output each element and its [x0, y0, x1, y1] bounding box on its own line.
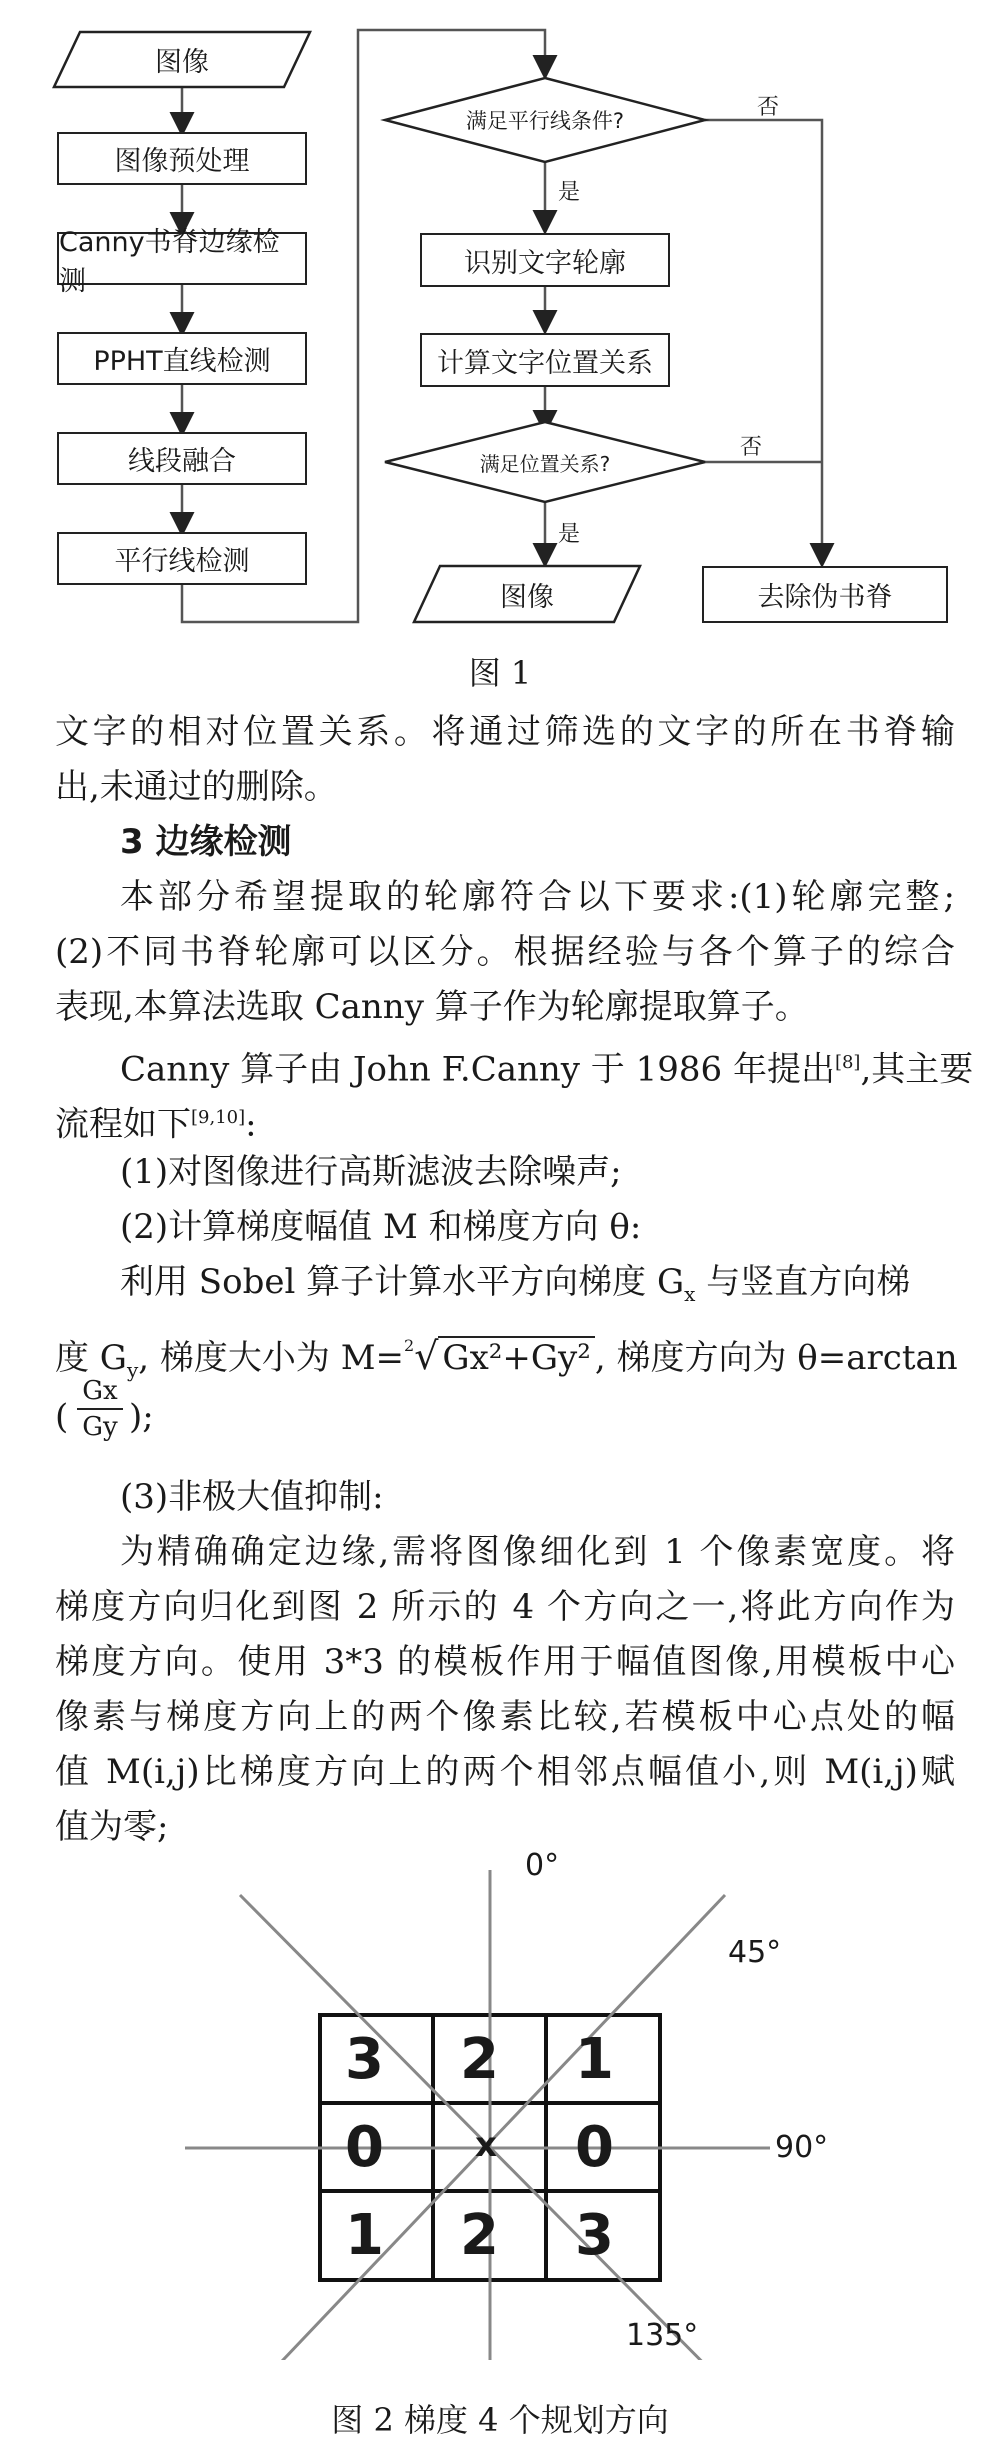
flow-label-no-1: 否: [757, 95, 780, 120]
text-line: 梯度方向归化到图 2 所示的 4 个方向之一,将此方向作为: [55, 1587, 955, 1627]
flow-ppht-line: PPHT直线检测: [57, 332, 307, 385]
flow-text-position: 计算文字位置关系: [420, 333, 670, 387]
text-line: 文字的相对位置关系。将通过筛选的文字的所在书脊输: [55, 712, 955, 752]
citation: [9,10]: [191, 1107, 246, 1128]
text-line: 值为零;: [55, 1807, 169, 1847]
angle-label-45: 45°: [728, 1935, 782, 1970]
grid-cell: 0: [575, 2115, 614, 2180]
text-span: :: [245, 1104, 257, 1145]
text-line: 本部分希望提取的轮廓符合以下要求:(1)轮廓完整;: [120, 877, 955, 917]
grid-cell-center: x: [475, 2125, 497, 2165]
text-span: , 梯度方向为 θ=arctan: [594, 1338, 958, 1378]
text-span: 度 G: [55, 1338, 127, 1378]
grid-cell: 1: [345, 2203, 384, 2268]
fraction-denominator: Gy: [82, 1412, 118, 1442]
text-line: 出,未通过的删除。: [55, 767, 338, 807]
radicand: Gx²+Gy²: [438, 1336, 594, 1378]
subscript: x: [684, 1281, 696, 1306]
flow-preprocess: 图像预处理: [57, 132, 307, 185]
gradient-direction-diagram: [0, 1800, 1000, 2360]
text-line: (2)计算梯度幅值 M 和梯度方向 θ:: [120, 1207, 642, 1247]
figure2-caption: 图 2 梯度 4 个规划方向: [331, 2401, 669, 2439]
text-line: (1)对图像进行高斯滤波去除噪声;: [120, 1152, 622, 1192]
flow-label-no-2: 否: [740, 435, 763, 460]
flow-output-image: 图像: [500, 581, 554, 613]
text-line: [55, 1090, 955, 1152]
flow-label-yes-1: 是: [558, 180, 581, 205]
flow-remove-fake-spine: 去除伪书脊: [702, 566, 948, 623]
root-index: 2: [404, 1336, 415, 1355]
paren: (: [55, 1397, 69, 1437]
flow-text-contour: 识别文字轮廓: [420, 233, 670, 287]
text-span: );: [129, 1397, 154, 1437]
grid-cell: 1: [575, 2027, 614, 2092]
citation: [8]: [834, 1052, 861, 1073]
text-span: 与竖直方向梯: [695, 1262, 911, 1302]
grid-cell: 0: [345, 2115, 384, 2180]
text-span: ,其主要: [860, 1049, 974, 1090]
angle-label-135: 135°: [626, 2318, 699, 2353]
flow-label-yes-2: 是: [558, 522, 581, 547]
text-line: 为精确确定边缘,需将图像细化到 1 个像素宽度。将: [120, 1532, 955, 1572]
text-span: Canny 算子由 John F.Canny 于 1986 年提出: [120, 1049, 835, 1090]
text-line: 值 M(i,j)比梯度方向上的两个相邻点幅值小,则 M(i,j)赋: [55, 1752, 955, 1792]
flow-canny-edge: Canny书脊边缘检测: [57, 232, 307, 285]
text-line: [120, 1035, 974, 1097]
text-line: (2)不同书脊轮廓可以区分。根据经验与各个算子的综合: [55, 932, 955, 972]
fraction-numerator: Gx: [77, 1374, 123, 1410]
angle-label-90: 90°: [775, 2130, 829, 2165]
text-line: (3)非极大值抑制:: [120, 1477, 384, 1517]
text-line: 梯度方向。使用 3*3 的模板作用于幅值图像,用模板中心: [55, 1642, 955, 1682]
flow-parallel-detect: 平行线检测: [57, 532, 307, 585]
text-span: 流程如下: [55, 1104, 191, 1145]
text-span: , 梯度大小为 M=: [138, 1338, 405, 1378]
text-line: 表现,本算法选取 Canny 算子作为轮廓提取算子。: [55, 987, 809, 1027]
fraction-line: [55, 1378, 955, 1458]
flow-decision-position: 满足位置关系?: [479, 451, 611, 476]
subscript: y: [126, 1357, 139, 1382]
flow-input-image: 图像: [155, 47, 209, 78]
sqrt-sign: √: [414, 1334, 439, 1378]
section-heading: 3 边缘检测: [120, 822, 292, 862]
text-span: 利用 Sobel 算子计算水平方向梯度 G: [120, 1262, 685, 1302]
angle-label-0: 0°: [525, 1848, 560, 1883]
flow-segment-merge: 线段融合: [57, 432, 307, 485]
grid-cell: 3: [345, 2027, 384, 2092]
text-line: 像素与梯度方向上的两个像素比较,若模板中心点处的幅: [55, 1697, 955, 1737]
text-line: [120, 1255, 955, 1322]
grid-cell: 2: [460, 2203, 499, 2268]
flow-decision-parallel: 满足平行线条件?: [465, 109, 625, 133]
grid-cell: 2: [460, 2027, 499, 2092]
figure1-caption: 图 1: [468, 654, 532, 692]
fraction: [77, 1374, 123, 1444]
grid-cell: 3: [575, 2203, 614, 2268]
